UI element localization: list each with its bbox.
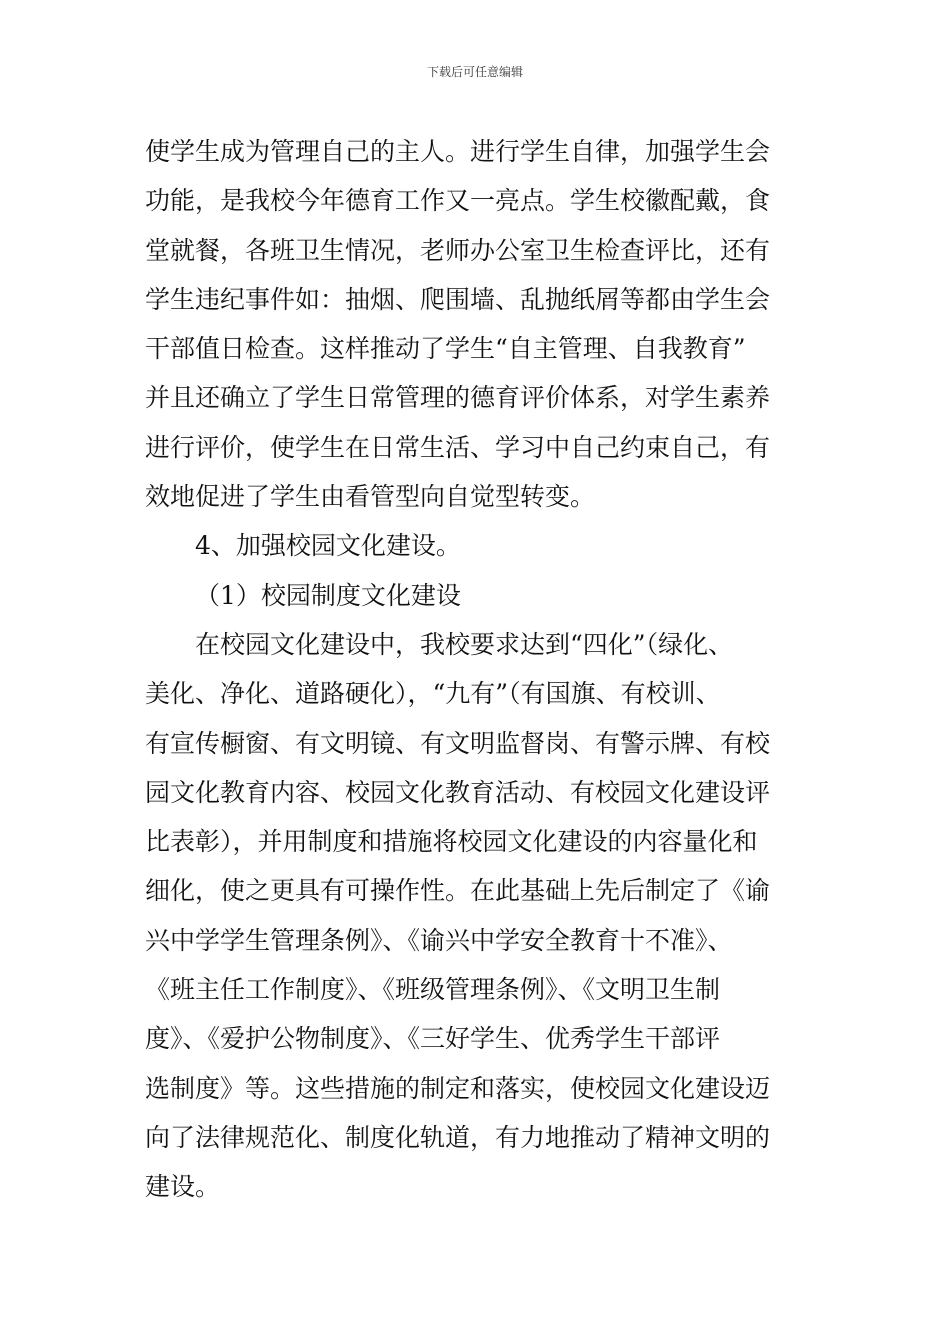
- section-heading: 4、加强校园文化建设。: [195, 531, 461, 561]
- text-line: 度》、《爱护公物制度》、《三好学生、优秀学生干部评: [145, 1024, 721, 1054]
- text-line: 在校园文化建设中，我校要求达到“四化”（绿化、: [195, 629, 734, 659]
- text-line: 兴中学学生管理条例》、《谕兴中学安全教育十不准》、: [145, 925, 733, 955]
- text-line: 向了法律规范化、制度化轨道，有力地推动了精神文明的: [145, 1122, 771, 1152]
- text-line: 比表彰），并用制度和措施将校园文化建设的内容量化和: [145, 827, 758, 857]
- text-line: 建设。: [145, 1172, 221, 1202]
- text-line: 效地促进了学生由看管型向自觉型转变。: [145, 482, 596, 512]
- page-header: 下载后可任意编辑: [426, 65, 523, 79]
- text-line: 堂就餐，各班卫生情况，老师办公室卫生检查评比，还有: [145, 235, 771, 265]
- text-line: 进行评价，使学生在日常生活、学习中自己约束自己，有: [145, 432, 771, 462]
- text-line: 干部值日检查。这样推动了学生“自主管理、自我教育”: [145, 334, 746, 364]
- text-line: 有宣传橱窗、有文明镜、有文明监督岗、有警示牌、有校: [145, 728, 771, 758]
- text-line: 学生违纪事件如：抽烟、爬围墙、乱抛纸屑等都由学生会: [145, 284, 771, 314]
- text-line: 功能，是我校今年德育工作又一亮点。学生校徽配戴，食: [145, 186, 771, 216]
- text-line: 美化、净化、道路硬化），“九有”（有国旗、有校训、: [145, 679, 721, 709]
- text-line: 并且还确立了学生日常管理的德育评价体系，对学生素养: [145, 383, 771, 413]
- text-line: 选制度》等。这些措施的制定和落实，使校园文化建设迈: [145, 1073, 771, 1103]
- document-body: [145, 127, 810, 1212]
- text-line: 使学生成为管理自己的主人。进行学生自律，加强学生会: [145, 137, 771, 166]
- text-line: 《班主任工作制度》、《班级管理条例》、《文明卫生制: [145, 975, 721, 1005]
- text-line: 园文化教育内容、校园文化教育活动、有校园文化建设评: [145, 777, 771, 807]
- subsection-heading: （1）校园制度文化建设: [195, 580, 461, 610]
- text-line: 细化，使之更具有可操作性。在此基础上先后制定了《谕: [145, 876, 771, 906]
